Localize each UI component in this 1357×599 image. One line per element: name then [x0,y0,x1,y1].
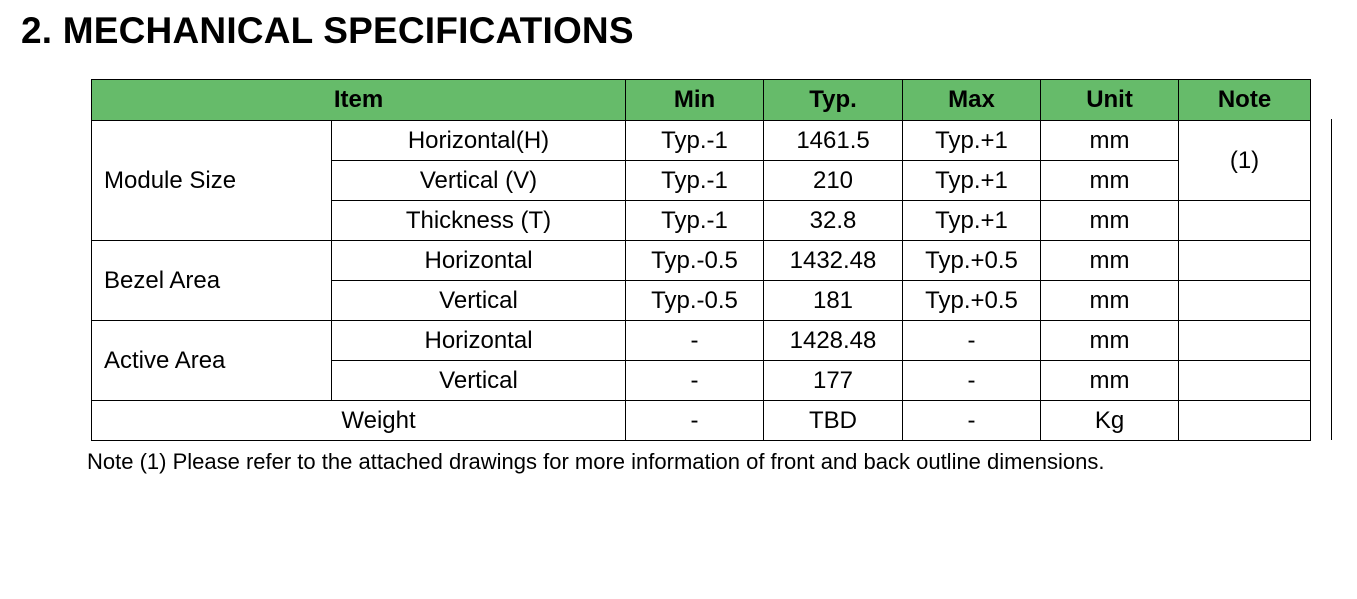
sub-item-cell: Thickness (T) [332,201,626,241]
note-cell-module-size: (1) [1179,121,1311,201]
table-row [92,321,1311,361]
header-item: Item [92,80,626,121]
sub-item-cell: Vertical [332,281,626,321]
table-row [92,121,1311,161]
max-cell: Typ.+1 [903,161,1041,201]
unit-cell: mm [1041,281,1179,321]
max-cell: Typ.+1 [903,121,1041,161]
unit-cell: mm [1041,201,1179,241]
typ-cell: 32.8 [764,201,903,241]
max-cell: - [903,361,1041,401]
min-cell: Typ.-0.5 [626,241,764,281]
group-label-active-area: Active Area [92,321,332,401]
group-label-bezel-area: Bezel Area [92,241,332,321]
header-unit: Unit [1041,80,1179,121]
min-cell: Typ.-1 [626,201,764,241]
min-cell: - [626,361,764,401]
note-cell [1179,361,1311,401]
sub-item-cell: Vertical (V) [332,161,626,201]
min-cell: Typ.-1 [626,161,764,201]
typ-cell: 1461.5 [764,121,903,161]
note-cell [1179,201,1311,241]
sub-item-cell: Horizontal(H) [332,121,626,161]
header-typ: Typ. [764,80,903,121]
note-cell [1179,401,1311,441]
sub-item-cell: Horizontal [332,241,626,281]
unit-cell: mm [1041,241,1179,281]
mechanical-specifications-table [91,79,1311,441]
max-cell: - [903,401,1041,441]
unit-cell: mm [1041,321,1179,361]
sub-item-cell: Horizontal [332,321,626,361]
max-cell: Typ.+0.5 [903,241,1041,281]
min-cell: - [626,401,764,441]
typ-cell: TBD [764,401,903,441]
note-cell [1179,241,1311,281]
table-row [92,241,1311,281]
group-label-module-size: Module Size [92,121,332,241]
typ-cell: 1432.48 [764,241,903,281]
unit-cell: mm [1041,121,1179,161]
min-cell: Typ.-1 [626,121,764,161]
typ-cell: 181 [764,281,903,321]
unit-cell: mm [1041,161,1179,201]
header-max: Max [903,80,1041,121]
min-cell: Typ.-0.5 [626,281,764,321]
typ-cell: 210 [764,161,903,201]
unit-cell: mm [1041,361,1179,401]
typ-cell: 177 [764,361,903,401]
note-cell [1179,281,1311,321]
table-footnote: Note (1) Please refer to the attached drawings for more information of front and back outline dimensions. [87,449,1105,474]
table-row [92,401,1311,441]
note-cell [1179,321,1311,361]
sub-item-cell: Vertical [332,361,626,401]
section-heading: 2. MECHANICAL SPECIFICATIONS [21,10,634,51]
unit-cell: Kg [1041,401,1179,441]
table-header-row [92,80,1311,121]
max-cell: Typ.+0.5 [903,281,1041,321]
header-min: Min [626,80,764,121]
min-cell: - [626,321,764,361]
weight-label: Weight [92,401,626,441]
max-cell: - [903,321,1041,361]
page-edge-rule [1331,119,1332,440]
typ-cell: 1428.48 [764,321,903,361]
header-note: Note [1179,80,1311,121]
max-cell: Typ.+1 [903,201,1041,241]
